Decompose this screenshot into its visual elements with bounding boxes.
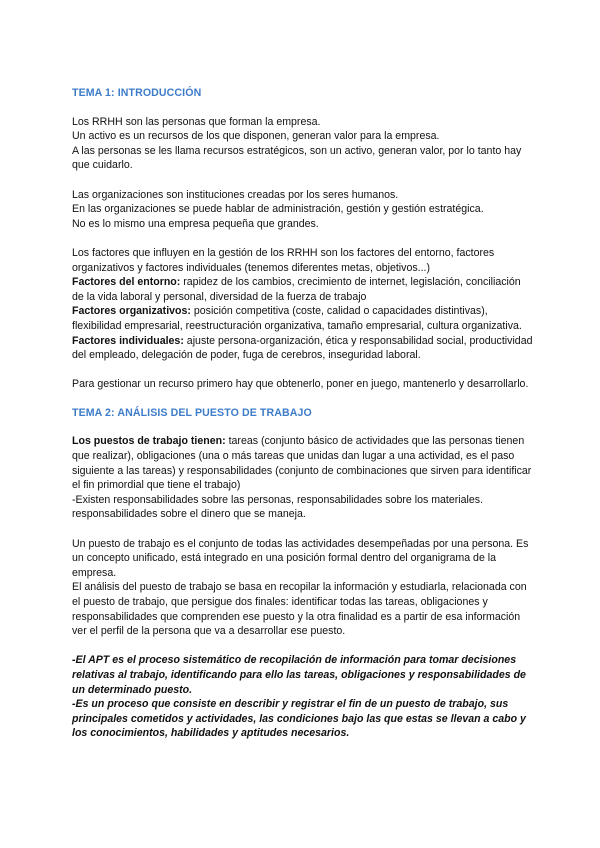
factores-entorno-label: Factores del entorno:	[72, 276, 181, 289]
paragraph: No es lo mismo una empresa pequeña que grandes.	[72, 217, 319, 230]
puestos-paragraph	[72, 434, 534, 492]
paragraph: Los factores que influyen en la gestión de los RRHH son los factores del entorno, factores organizativos y factores individuales (tenemos diferentes metas, objetivos...)	[72, 246, 495, 274]
paragraph: Para gestionar un recurso primero hay que obtenerlo, poner en juego, mantenerlo y desarrollarlo.	[72, 378, 529, 391]
tema1-heading: TEMA 1: INTRODUCCIÓN	[72, 87, 202, 99]
paragraph: A las personas se les llama recursos estratégicos, son un activo, generan valor, por lo tanto hay que cuidarlo.	[72, 144, 522, 172]
factores-entorno	[72, 275, 534, 304]
paragraph: Las organizaciones son instituciones creadas por los seres humanos.	[72, 188, 399, 201]
factores-individuales-text: ajuste persona-organización, ética y responsabilidad social, productividad del empleado, delegación de poder, fuga de cerebros, inseguridad laboral.	[72, 334, 533, 362]
factores-organizativos-text: posición competitiva (coste, calidad o capacidades distintivas), flexibilidad empresarial, reestructuración organizativa, tamaño empresarial, cultura organizativa.	[72, 305, 522, 332]
paragraph: -Existen responsabilidades sobre las personas, responsabilidades sobre los materiales. responsabilidades sobre el dinero que se maneja.	[72, 493, 484, 521]
paragraph: Un activo es un recursos de los que disponen, generan valor para la empresa.	[72, 130, 440, 143]
apt-definition-2: -Es un proceso que consiste en describir y registrar el fin de un puesto de trabajo, sus principales cometidos y actividades, las condiciones bajo las que estas se llevan a cabo y los conocimientos, habilidades y aptitudes necesarios.	[72, 698, 526, 740]
factores-individuales	[72, 334, 534, 363]
paragraph: Los RRHH son las personas que forman la empresa.	[72, 115, 321, 128]
paragraph: Un puesto de trabajo es el conjunto de todas las actividades desempeñadas por una persona. Es un concepto unificado, está integrado en una posición formal dentro del organigrama de la empresa.	[72, 537, 529, 579]
tema2-heading: TEMA 2: ANÁLISIS DEL PUESTO DE TRABAJO	[72, 406, 312, 419]
apt-definition-1: -El APT es el proceso sistemático de recopilación de información para tomar decisiones relativas al trabajo, identificando para ello las tareas, obligaciones y responsabilidades de un determinado puesto.	[72, 654, 526, 696]
paragraph: En las organizaciones se puede hablar de administración, gestión y gestión estratégica.	[72, 203, 484, 216]
factores-individuales-label: Factores individuales:	[72, 334, 184, 347]
factores-organizativos-label: Factores organizativos:	[72, 305, 191, 318]
factores-entorno-text: rapidez de los cambios, crecimiento de internet, legislación, conciliación de la vida laboral y personal, diversidad de la fuerza de trabajo	[72, 276, 521, 303]
document-content	[72, 86, 534, 741]
paragraph: El análisis del puesto de trabajo se basa en recopilar la información y estudiarla, relacionada con el puesto de trabajo, que persigue dos finales: identificar todas las tareas, obligaciones y responsabilidades que comprenden ese puesto y la otra finalidad es a partir de esa información ver el perfil de la persona que va a desarrollar ese puesto.	[72, 581, 527, 638]
factores-organizativos	[72, 304, 534, 333]
puestos-text: tareas (conjunto básico de actividades que las personas tienen que realizar), obligaciones (una o más tareas que unidas dan lugar a una actividad, es el paso siguiente a las tareas) y responsabilidades (conjunto de combinaciones que sirven para identificar el fin primordial que tiene el trabajo)	[72, 435, 532, 492]
puestos-label: Los puestos de trabajo tienen:	[72, 435, 226, 448]
